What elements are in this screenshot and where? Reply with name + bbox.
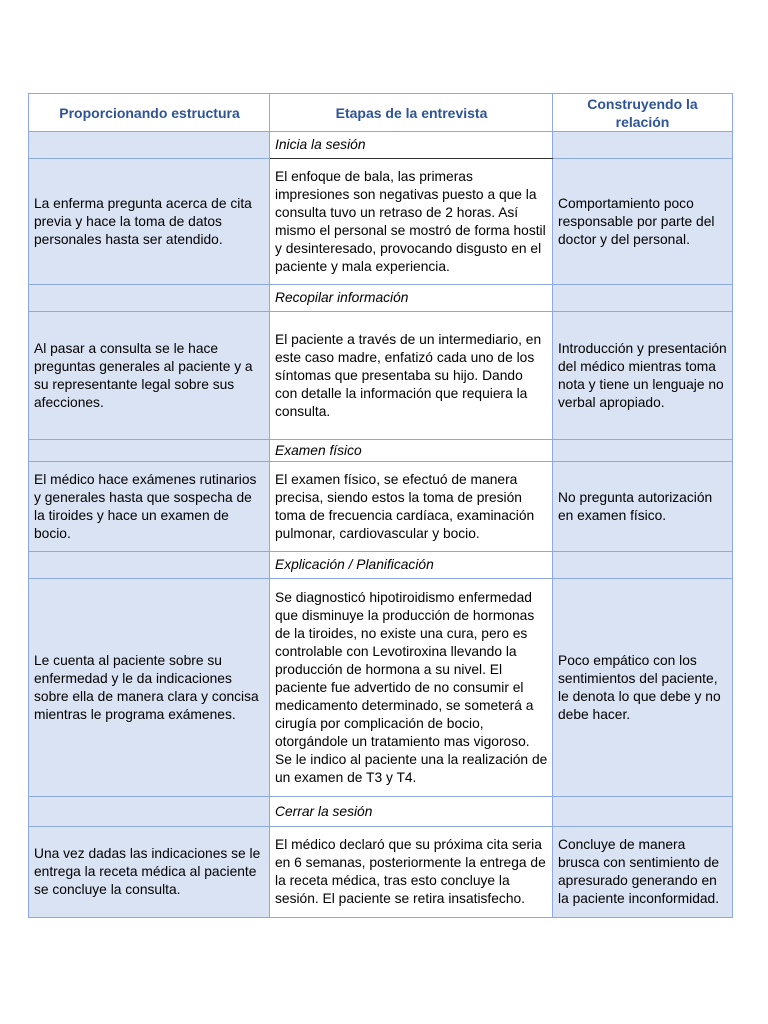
interview-table: [28, 93, 733, 918]
content-row-explicacion: [29, 579, 733, 797]
cell-relacion: Comportamiento poco responsable por parte del doctor y del personal.: [553, 159, 733, 285]
phase-spacer-left: [29, 285, 270, 312]
content-row-inicia: [29, 159, 733, 285]
phase-spacer-right: [553, 132, 733, 159]
cell-etapa: Se diagnosticó hipotiroidismo enfermedad que disminuye la producción de hormonas de la tiroides, no existe una cura, pero es controlable con Levotiroxina llevando la producción de hormona a su nivel. El paciente fue advertido de no consumir el medicamento determinado, se someterá a cirugía por complicación de bocio, otorgándole un tratamiento mas vigoroso. Se le indico al paciente una la realización de un examen de T3 y T4.: [270, 579, 553, 797]
phase-label-inicia: Inicia la sesión: [270, 132, 553, 159]
cell-estructura: Al pasar a consulta se le hace preguntas generales al paciente y a su representante legal sobre sus afecciones.: [29, 312, 270, 440]
phase-label-recopilar: Recopilar información: [270, 285, 553, 312]
phase-spacer-left: [29, 797, 270, 827]
phase-spacer-left: [29, 552, 270, 579]
header-row: [29, 94, 733, 132]
header-estructura: Proporcionando estructura: [29, 94, 270, 132]
cell-estructura: El médico hace exámenes rutinarios y generales hasta que sospecha de la tiroides y hace un examen de bocio.: [29, 462, 270, 552]
cell-estructura: Una vez dadas las indicaciones se le entrega la receta médica al paciente se concluye la consulta.: [29, 827, 270, 918]
header-relacion: Construyendo la relación: [553, 94, 733, 132]
content-row-recopilar: [29, 312, 733, 440]
phase-label-explicacion: Explicación / Planificación: [270, 552, 553, 579]
phase-row-cerrar: [29, 797, 733, 827]
cell-etapa: El examen físico, se efectuó de manera precisa, siendo estos la toma de presión toma de frecuencia cardíaca, examinación pulmonar, cardiovascular y bocio.: [270, 462, 553, 552]
phase-spacer-left: [29, 132, 270, 159]
cell-etapa: El enfoque de bala, las primeras impresiones son negativas puesto a que la consulta tuvo un retraso de 2 horas. Así mismo el personal se mostró de forma hostil y desinteresado, provocando disgusto en el paciente y mala experiencia.: [270, 159, 553, 285]
phase-row-examen: [29, 440, 733, 462]
phase-label-examen: Examen físico: [270, 440, 553, 462]
phase-row-inicia: [29, 132, 733, 159]
cell-etapa: El médico declaró que su próxima cita seria en 6 semanas, posteriormente la entrega de la receta médica, tras esto concluye la sesión. El paciente se retira insatisfecho.: [270, 827, 553, 918]
content-row-examen: [29, 462, 733, 552]
phase-row-explicacion: [29, 552, 733, 579]
phase-spacer-right: [553, 552, 733, 579]
cell-relacion: Poco empático con los sentimientos del paciente, le denota lo que debe y no debe hacer.: [553, 579, 733, 797]
cell-estructura: La enferma pregunta acerca de cita previa y hace la toma de datos personales hasta ser atendido.: [29, 159, 270, 285]
phase-row-recopilar: [29, 285, 733, 312]
cell-estructura: Le cuenta al paciente sobre su enfermedad y le da indicaciones sobre ella de manera clara y concisa mientras le programa exámenes.: [29, 579, 270, 797]
phase-label-cerrar: Cerrar la sesión: [270, 797, 553, 827]
phase-spacer-left: [29, 440, 270, 462]
cell-relacion: Introducción y presentación del médico mientras toma nota y tiene un lenguaje no verbal apropiado.: [553, 312, 733, 440]
phase-spacer-right: [553, 440, 733, 462]
content-row-cerrar: [29, 827, 733, 918]
header-etapas: Etapas de la entrevista: [270, 94, 553, 132]
phase-spacer-right: [553, 285, 733, 312]
cell-relacion: No pregunta autorización en examen físico.: [553, 462, 733, 552]
phase-spacer-right: [553, 797, 733, 827]
cell-relacion: Concluye de manera brusca con sentimiento de apresurado generando en la paciente inconformidad.: [553, 827, 733, 918]
cell-etapa: El paciente a través de un intermediario, en este caso madre, enfatizó cada uno de los síntomas que presentaba su hijo. Dando con detalle la información que requiera la consulta.: [270, 312, 553, 440]
